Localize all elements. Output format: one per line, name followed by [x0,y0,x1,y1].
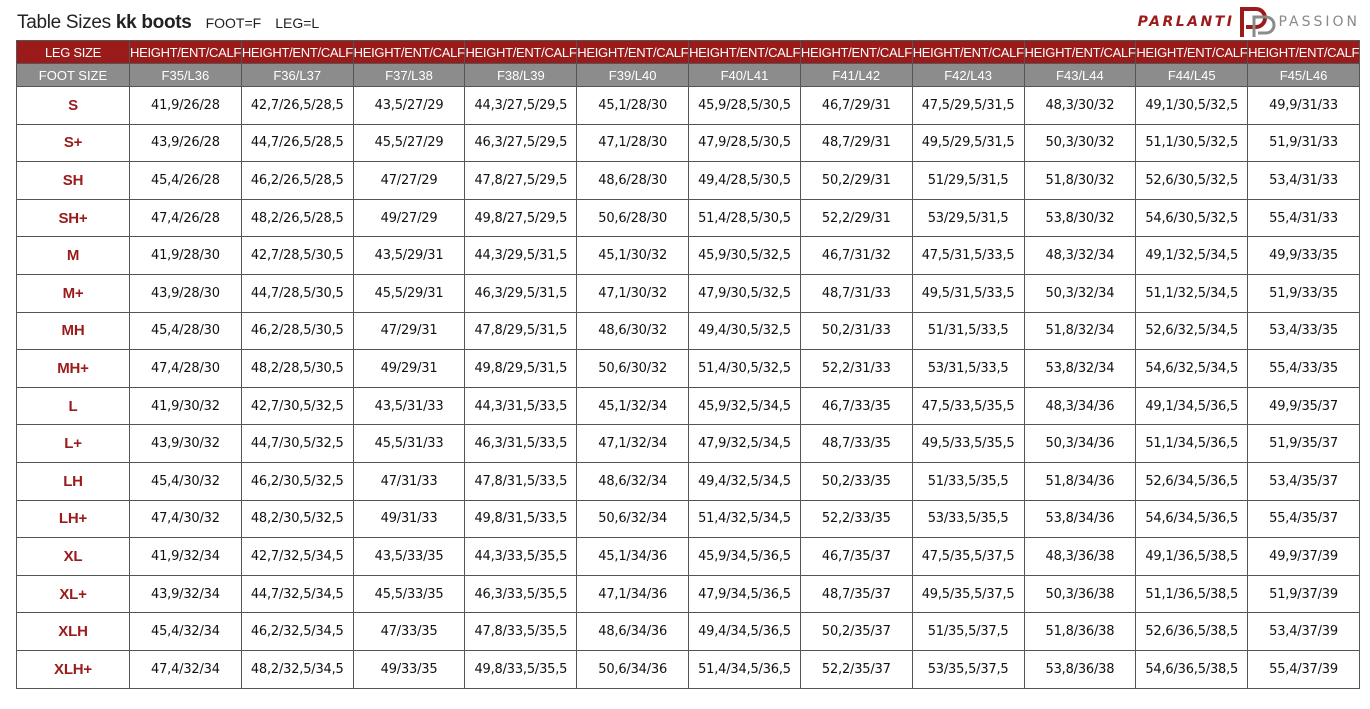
measurement-cell: 49,5/35,5/37,5 [912,575,1024,613]
brand-logo [1138,4,1360,40]
measurement-cell: 49,5/33,5/35,5 [912,425,1024,463]
measurement-cell: 43,9/32/34 [130,575,242,613]
measurement-cell: 54,6/34,5/36,5 [1136,500,1248,538]
table-row [17,387,1360,425]
measurement-cell: 47,5/33,5/35,5 [912,387,1024,425]
measurement-cell: 54,6/30,5/32,5 [1136,199,1248,237]
measurement-cell: 50,6/32/34 [577,500,689,538]
leg-size-label-cell: XL+ [17,575,130,613]
measurement-cell: 41,9/28/30 [130,237,242,275]
measurement-cell: 43,5/31/33 [353,387,465,425]
measurement-cell: 46,3/33,5/35,5 [465,575,577,613]
measurement-cell: 52,6/36,5/38,5 [1136,613,1248,651]
measurement-cell: 49,8/31,5/33,5 [465,500,577,538]
measurement-cell: 46,7/35/37 [800,538,912,576]
leg-size-label-cell: MH [17,312,130,350]
measurement-cell: 49,8/29,5/31,5 [465,350,577,388]
measurement-cell: 42,7/30,5/32,5 [241,387,353,425]
logo-word-parlanti: PARLANTI [1137,14,1235,30]
table-row [17,162,1360,200]
measurement-cell: 45,1/28/30 [577,87,689,125]
measurement-cell: 48,6/34/36 [577,613,689,651]
table-row [17,237,1360,275]
measurement-cell: 44,3/31,5/33,5 [465,387,577,425]
foot-size-label: FOOT SIZE [17,64,130,87]
leg-size-label-cell: XLH [17,613,130,651]
measurement-cell: 53,8/32/34 [1024,350,1136,388]
measurement-cell: 45,1/30/32 [577,237,689,275]
measurement-cell: 46,7/29/31 [800,87,912,125]
size-column-header: F38/L39 [465,64,577,87]
table-row [17,350,1360,388]
measurement-cell: 49/29/31 [353,350,465,388]
measurement-cell: 47,8/33,5/35,5 [465,613,577,651]
measurement-cell: 47,4/26/28 [130,199,242,237]
measurement-cell: 51,1/36,5/38,5 [1136,575,1248,613]
measurement-cell: 49,4/28,5/30,5 [689,162,801,200]
measurement-cell: 43,5/27/29 [353,87,465,125]
measurement-cell: 53/31,5/33,5 [912,350,1024,388]
measure-header-cell: HEIGHT/ENT/CALF [800,41,912,64]
measurement-cell: 51/29,5/31,5 [912,162,1024,200]
measurement-cell: 46,2/30,5/32,5 [241,462,353,500]
measurement-cell: 50,6/28/30 [577,199,689,237]
measurement-cell: 51,4/28,5/30,5 [689,199,801,237]
measurement-cell: 53,8/36/38 [1024,650,1136,688]
measurement-cell: 52,2/29/31 [800,199,912,237]
measurement-cell: 51,1/30,5/32,5 [1136,124,1248,162]
measure-header-cell: HEIGHT/ENT/CALF [1136,41,1248,64]
measurement-cell: 53/33,5/35,5 [912,500,1024,538]
page-title [17,12,192,34]
measurement-cell: 48,6/30/32 [577,312,689,350]
size-column-header: F42/L43 [912,64,1024,87]
table-row [17,613,1360,651]
measurement-cell: 48,3/36/38 [1024,538,1136,576]
table-row [17,87,1360,125]
measurement-cell: 51,9/35/37 [1248,425,1360,463]
measurement-cell: 48,6/32/34 [577,462,689,500]
measurement-cell: 54,6/36,5/38,5 [1136,650,1248,688]
measurement-cell: 47,9/28,5/30,5 [689,124,801,162]
measurement-cell: 49,4/30,5/32,5 [689,312,801,350]
leg-size-label: LEG SIZE [17,41,130,64]
measurement-cell: 45,5/31/33 [353,425,465,463]
measurement-cell: 45,1/34/36 [577,538,689,576]
measurement-cell: 53,4/35/37 [1248,462,1360,500]
measurement-cell: 45,4/26/28 [130,162,242,200]
measurement-cell: 46,3/27,5/29,5 [465,124,577,162]
leg-size-label-cell: S [17,87,130,125]
table-row [17,312,1360,350]
measurement-cell: 52,2/35/37 [800,650,912,688]
measurement-cell: 44,3/27,5/29,5 [465,87,577,125]
measurement-cell: 46,2/32,5/34,5 [241,613,353,651]
table-row [17,500,1360,538]
legend-leg: LEG=L [275,15,320,31]
measurement-cell: 47/33/35 [353,613,465,651]
leg-size-label-cell: M [17,237,130,275]
measurement-cell: 47,4/28/30 [130,350,242,388]
measure-header-cell: HEIGHT/ENT/CALF [465,41,577,64]
measurement-cell: 43,9/28/30 [130,274,242,312]
measurement-cell: 47,5/35,5/37,5 [912,538,1024,576]
page-header [17,12,319,38]
measurement-cell: 50,3/36/38 [1024,575,1136,613]
measurement-cell: 45,9/32,5/34,5 [689,387,801,425]
measurement-cell: 49,9/31/33 [1248,87,1360,125]
measurement-cell: 51,9/31/33 [1248,124,1360,162]
measurement-cell: 48,3/32/34 [1024,237,1136,275]
measurement-cell: 47,5/31,5/33,5 [912,237,1024,275]
measurement-cell: 55,4/33/35 [1248,350,1360,388]
measurement-cell: 47/31/33 [353,462,465,500]
measurement-cell: 51,4/34,5/36,5 [689,650,801,688]
measurement-cell: 49,5/29,5/31,5 [912,124,1024,162]
measurement-cell: 51,8/34/36 [1024,462,1136,500]
measurement-cell: 50,2/33/35 [800,462,912,500]
measurement-cell: 54,6/32,5/34,5 [1136,350,1248,388]
measurement-cell: 49,4/32,5/34,5 [689,462,801,500]
measurement-cell: 47,4/32/34 [130,650,242,688]
measurement-cell: 48,7/35/37 [800,575,912,613]
measurement-cell: 47,1/30/32 [577,274,689,312]
table-row [17,274,1360,312]
measurement-cell: 45,4/30/32 [130,462,242,500]
measurement-cell: 45,4/28/30 [130,312,242,350]
leg-size-label-cell: LH+ [17,500,130,538]
leg-size-label-cell: M+ [17,274,130,312]
measurement-cell: 46,3/29,5/31,5 [465,274,577,312]
measurement-cell: 49,5/31,5/33,5 [912,274,1024,312]
measurement-cell: 48,2/26,5/28,5 [241,199,353,237]
leg-size-label-cell: SH+ [17,199,130,237]
measurement-cell: 55,4/31/33 [1248,199,1360,237]
measurement-cell: 45,5/33/35 [353,575,465,613]
measurement-cell: 51,8/32/34 [1024,312,1136,350]
size-column-header: F37/L38 [353,64,465,87]
measurement-cell: 49,1/30,5/32,5 [1136,87,1248,125]
measurement-cell: 45,5/27/29 [353,124,465,162]
size-column-header: F39/L40 [577,64,689,87]
measurement-cell: 51,9/37/39 [1248,575,1360,613]
logo-word-passion: PASSION [1278,14,1360,30]
measurement-cell: 49,1/36,5/38,5 [1136,538,1248,576]
table-row [17,124,1360,162]
measurement-cell: 44,7/30,5/32,5 [241,425,353,463]
size-table-body [17,87,1360,689]
pp-monogram-icon [1236,5,1276,39]
measurement-cell: 47,1/32/34 [577,425,689,463]
table-row [17,575,1360,613]
leg-size-header-row [17,41,1360,64]
measurement-cell: 53,8/30/32 [1024,199,1136,237]
measurement-cell: 52,6/34,5/36,5 [1136,462,1248,500]
size-table [16,40,1360,689]
measurement-cell: 51,9/33/35 [1248,274,1360,312]
measurement-cell: 49,8/33,5/35,5 [465,650,577,688]
measurement-cell: 51/31,5/33,5 [912,312,1024,350]
leg-size-label-cell: L+ [17,425,130,463]
leg-size-label-cell: L [17,387,130,425]
measure-header-cell: HEIGHT/ENT/CALF [689,41,801,64]
measurement-cell: 49,9/33/35 [1248,237,1360,275]
measurement-cell: 48,3/30/32 [1024,87,1136,125]
size-column-header: F40/L41 [689,64,801,87]
measurement-cell: 47,9/32,5/34,5 [689,425,801,463]
measurement-cell: 51/33,5/35,5 [912,462,1024,500]
size-column-header: F45/L46 [1248,64,1360,87]
measurement-cell: 53/35,5/37,5 [912,650,1024,688]
measurement-cell: 45,9/34,5/36,5 [689,538,801,576]
measurement-cell: 50,2/35/37 [800,613,912,651]
measurement-cell: 48,2/30,5/32,5 [241,500,353,538]
measurement-cell: 42,7/28,5/30,5 [241,237,353,275]
title-product: kk boots [115,12,192,33]
measurement-cell: 48,7/33/35 [800,425,912,463]
measurement-cell: 47,8/29,5/31,5 [465,312,577,350]
measurement-cell: 49/31/33 [353,500,465,538]
table-row [17,462,1360,500]
measure-header-cell: HEIGHT/ENT/CALF [577,41,689,64]
measurement-cell: 47,4/30/32 [130,500,242,538]
measurement-cell: 46,7/33/35 [800,387,912,425]
measurement-cell: 45,9/28,5/30,5 [689,87,801,125]
measurement-cell: 51,1/32,5/34,5 [1136,274,1248,312]
table-row [17,538,1360,576]
measurement-cell: 51,4/30,5/32,5 [689,350,801,388]
size-column-header: F43/L44 [1024,64,1136,87]
measurement-cell: 49,4/34,5/36,5 [689,613,801,651]
measurement-cell: 41,9/26/28 [130,87,242,125]
title-prefix: Table Sizes [17,12,116,33]
measurement-cell: 48,7/31/33 [800,274,912,312]
measurement-cell: 45,5/29/31 [353,274,465,312]
measurement-cell: 43,9/30/32 [130,425,242,463]
foot-size-header-row [17,64,1360,87]
measurement-cell: 49,9/37/39 [1248,538,1360,576]
measurement-cell: 53,8/34/36 [1024,500,1136,538]
leg-size-label-cell: SH [17,162,130,200]
measurement-cell: 49,9/35/37 [1248,387,1360,425]
measurement-cell: 50,2/29/31 [800,162,912,200]
measurement-cell: 44,7/32,5/34,5 [241,575,353,613]
measurement-cell: 51/35,5/37,5 [912,613,1024,651]
measure-header-cell: HEIGHT/ENT/CALF [241,41,353,64]
measurement-cell: 49/27/29 [353,199,465,237]
size-column-header: F35/L36 [130,64,242,87]
table-row [17,650,1360,688]
measurement-cell: 42,7/26,5/28,5 [241,87,353,125]
measurement-cell: 55,4/37/39 [1248,650,1360,688]
measurement-cell: 41,9/32/34 [130,538,242,576]
measurement-cell: 42,7/32,5/34,5 [241,538,353,576]
leg-size-label-cell: XL [17,538,130,576]
measurement-cell: 52,2/31/33 [800,350,912,388]
measurement-cell: 53/29,5/31,5 [912,199,1024,237]
measurement-cell: 43,5/29/31 [353,237,465,275]
leg-size-label-cell: MH+ [17,350,130,388]
measurement-cell: 45,4/32/34 [130,613,242,651]
table-row [17,425,1360,463]
measurement-cell: 47,9/30,5/32,5 [689,274,801,312]
measurement-cell: 49,1/34,5/36,5 [1136,387,1248,425]
measurement-cell: 44,3/33,5/35,5 [465,538,577,576]
measurement-cell: 50,3/30/32 [1024,124,1136,162]
table-row [17,199,1360,237]
leg-size-label-cell: LH [17,462,130,500]
measurement-cell: 55,4/35/37 [1248,500,1360,538]
leg-size-label-cell: XLH+ [17,650,130,688]
measurement-cell: 47,9/34,5/36,5 [689,575,801,613]
measurement-cell: 48,6/28/30 [577,162,689,200]
size-column-header: F36/L37 [241,64,353,87]
size-column-header: F41/L42 [800,64,912,87]
measurement-cell: 49,8/27,5/29,5 [465,199,577,237]
measurement-cell: 44,7/28,5/30,5 [241,274,353,312]
measure-header-cell: HEIGHT/ENT/CALF [130,41,242,64]
measurement-cell: 44,7/26,5/28,5 [241,124,353,162]
measurement-cell: 49/33/35 [353,650,465,688]
measurement-cell: 52,6/32,5/34,5 [1136,312,1248,350]
legend-foot: FOOT=F [205,15,262,31]
measure-header-cell: HEIGHT/ENT/CALF [353,41,465,64]
measurement-cell: 41,9/30/32 [130,387,242,425]
measurement-cell: 48,3/34/36 [1024,387,1136,425]
measurement-cell: 47,8/27,5/29,5 [465,162,577,200]
measurement-cell: 47,1/34/36 [577,575,689,613]
measurement-cell: 48,7/29/31 [800,124,912,162]
measure-header-cell: HEIGHT/ENT/CALF [1024,41,1136,64]
measurement-cell: 46,7/31/32 [800,237,912,275]
measurement-cell: 51,8/30/32 [1024,162,1136,200]
measurement-cell: 47/27/29 [353,162,465,200]
measurement-cell: 45,9/30,5/32,5 [689,237,801,275]
measurement-cell: 50,3/34/36 [1024,425,1136,463]
measure-header-cell: HEIGHT/ENT/CALF [1248,41,1360,64]
measurement-cell: 50,2/31/33 [800,312,912,350]
measurement-cell: 47/29/31 [353,312,465,350]
measurement-cell: 53,4/31/33 [1248,162,1360,200]
measurement-cell: 53,4/37/39 [1248,613,1360,651]
measurement-cell: 46,2/28,5/30,5 [241,312,353,350]
measurement-cell: 49,1/32,5/34,5 [1136,237,1248,275]
measurement-cell: 47,8/31,5/33,5 [465,462,577,500]
measurement-cell: 45,1/32/34 [577,387,689,425]
measurement-cell: 43,9/26/28 [130,124,242,162]
measurement-cell: 51,8/36/38 [1024,613,1136,651]
measurement-cell: 44,3/29,5/31,5 [465,237,577,275]
measurement-cell: 50,3/32/34 [1024,274,1136,312]
measurement-cell: 46,3/31,5/33,5 [465,425,577,463]
measure-header-cell: HEIGHT/ENT/CALF [912,41,1024,64]
measurement-cell: 46,2/26,5/28,5 [241,162,353,200]
measurement-cell: 50,6/30/32 [577,350,689,388]
measurement-cell: 43,5/33/35 [353,538,465,576]
measurement-cell: 51,4/32,5/34,5 [689,500,801,538]
measurement-cell: 47,5/29,5/31,5 [912,87,1024,125]
measurement-cell: 48,2/32,5/34,5 [241,650,353,688]
measurement-cell: 50,6/34/36 [577,650,689,688]
leg-size-label-cell: S+ [17,124,130,162]
measurement-cell: 51,1/34,5/36,5 [1136,425,1248,463]
measurement-cell: 53,4/33/35 [1248,312,1360,350]
measurement-cell: 47,1/28/30 [577,124,689,162]
measurement-cell: 48,2/28,5/30,5 [241,350,353,388]
measurement-cell: 52,2/33/35 [800,500,912,538]
size-column-header: F44/L45 [1136,64,1248,87]
measurement-cell: 52,6/30,5/32,5 [1136,162,1248,200]
